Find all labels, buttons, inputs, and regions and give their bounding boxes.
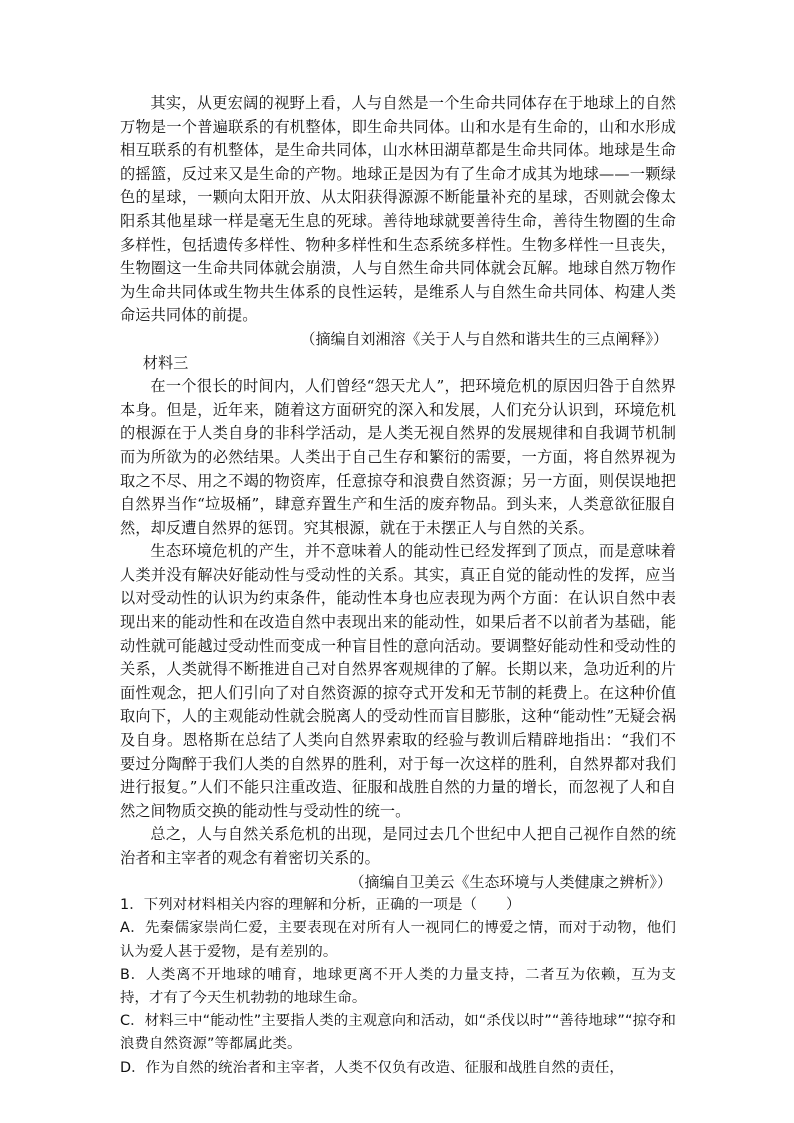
passage-paragraph: 其实，从更宏阔的视野上看，人与自然是一个生命共同体存在于地球上的自然万物是一个普遍联系的有机整体，即生命共同体。山和水是有生命的，山和水形成相互联系的有机整体，是生命共同体，山水林田湖草都是生命共同体。地球是生命的摇篮，反过来又是生命的产物。地球正是因为有了生命才成其为地球——一颗绿色的星球，一颗向太阳开放、从太阳获得源源不断能量补充的星球，否则就会像太阳系其他星球一样是毫无生息的死球。善待地球就要善待生命，善待生物圈的生命多样性，包括遗传多样性、物种多样性和生态系统多样性。生物多样性一旦丧失，生物圈这一生命共同体就会崩溃，人与自然生命共同体就会瓦解。地球自然万物作为生命共同体或生物共生体系的良性运转，是维系人与自然生命共同体、构建人类命运共同体的前提。: [120, 94, 676, 325]
material-paragraph: 总之，人与自然关系危机的出现，是同过去几个世纪中人把自己视作自然的统治者和主宰者的观念有着密切关系的。: [120, 825, 676, 867]
material-paragraph: 生态环境危机的产生，并不意味着人的能动性已经发挥到了顶点，而是意味着人类并没有解决好能动性与受动性的关系。其实，真正自觉的能动性的发挥，应当以对受动性的认识为约束条件，能动性本身也应表现为两个方面：在认识自然中表现出来的能动性和在改造自然中表现出来的能动性，如果后者不以前者为基础，能动性就可能越过受动性而变成一种盲目性的意向活动。要调整好能动性和受动性的关系，人类就得不断推进自己对自然界客观规律的了解。长期以来，急功近利的片面性观念，把人们引向了对自然资源的掠夺式开发和无节制的耗费上。在这种价值取向下，人的主观能动性就会脱离人的受动性而盲目膨胀，这种“能动性”无疑会祸及自身。恩格斯在总结了人类向自然界索取的经验与教训后精辟地指出：“我们不要过分陶醉于我们人类的自然界的胜利，对于每一次这样的胜利，自然界都对我们进行报复。”人们不能只注重改造、征服和战胜自然的力量的增长，而忽视了人和自然之间物质交换的能动性与受动性的统一。: [120, 542, 676, 820]
question-option-b: B．人类离不开地球的哺育，地球更离不开人类的力量支持，二者互为依赖，互为支持，才有了今天生机勃勃的地球生命。: [120, 966, 676, 1006]
document-body: [120, 92, 676, 1080]
material-source: （摘编自卫美云《生态环境与人类健康之辨析》）: [349, 872, 672, 891]
question-option-d: D．作为自然的统治者和主宰者，人类不仅负有改造、征服和战胜自然的责任，: [120, 1059, 624, 1076]
passage-source: （摘编自刘湘溶《关于人与自然和谐共生的三点阐释》）: [300, 329, 668, 348]
question-option-a: A．先秦儒家崇尚仁爱，主要表现在对所有人一视同仁的博爱之情，而对于动物，他们认为爱人甚于爱物，是有差别的。: [120, 920, 676, 960]
question-stem: 1．下列对材料相关内容的理解和分析，正确的一项是（ ）: [120, 897, 521, 914]
material-heading: 材料三: [142, 353, 189, 372]
question-option-c: C．材料三中“能动性”主要指人类的主观意向和活动，如“杀伐以时”“善待地球”“掠夺和浪费自然资源”等都属此类。: [120, 1013, 676, 1053]
material-paragraph: 在一个很长的时间内，人们曾经“怨天尤人”，把环境危机的原因归咎于自然界本身。但是，近年来，随着这方面研究的深入和发展，人们充分认识到，环境危机的根源在于人类自身的非科学活动，是人类无视自然界的发展规律和自我调节机制而为所欲为的必然结果。人类出于自己生存和繁衍的需要，一方面，将自然界视为取之不尽、用之不竭的物资库，任意掠夺和浪费自然资源；另一方面，则俣误地把自然界当作“垃圾桶”，肆意弃置生产和生活的废弃物品。到头来，人类意欲征服自然，却反遭自然界的惩罚。究其根源，就在于未摆正人与自然的关系。: [120, 377, 676, 537]
